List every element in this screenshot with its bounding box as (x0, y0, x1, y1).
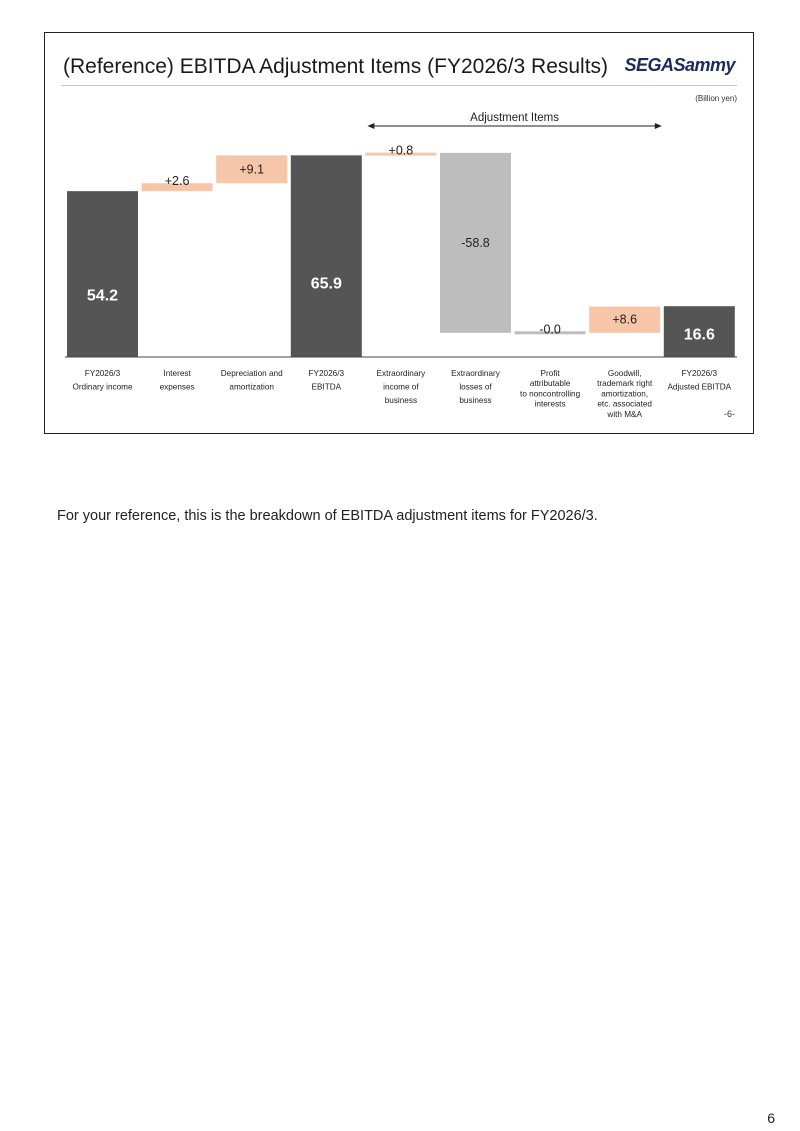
category-label-line: business (384, 396, 418, 405)
category-label-line: business (459, 396, 492, 405)
slide-title: (Reference) EBITDA Adjustment Items (FY2026/3 Results) (63, 55, 609, 78)
category-label-1 (160, 369, 195, 392)
category-label-line: Interest (163, 369, 191, 378)
category-label-line: Profit (540, 369, 560, 378)
category-label-line: FY2026/3 (84, 369, 121, 378)
page-number: 6 (767, 1110, 775, 1126)
category-label-0 (72, 369, 133, 392)
slide-frame (44, 32, 754, 434)
category-label-line: income of (383, 382, 419, 392)
category-label-line: Extraordinary (451, 369, 500, 378)
category-label-line: to noncontrolling (520, 389, 581, 399)
bar-0 (67, 191, 138, 357)
category-label-line: etc. associated (597, 399, 653, 409)
category-label-line: Adjusted EBITDA (667, 382, 732, 392)
category-label-line: amortization (229, 382, 275, 392)
category-label-line: Ordinary income (72, 382, 133, 392)
value-label-6: -0.0 (539, 322, 561, 337)
category-label-line: FY2026/3 (681, 369, 718, 378)
bar-3 (291, 155, 362, 357)
speaker-note-caption: For your reference, this is the breakdown of EBITDA adjustment items for FY2026/3. (57, 508, 598, 524)
bracket-label: Adjustment Items (470, 112, 560, 124)
value-label-2: +9.1 (239, 162, 265, 177)
waterfall-chart (45, 33, 755, 435)
category-label-4 (377, 369, 427, 405)
logo-text: SEGASammy (624, 55, 735, 75)
category-label-line: Goodwill, (607, 369, 642, 378)
bracket-arrow-right (655, 123, 662, 129)
category-label-6 (520, 369, 581, 409)
slide-number: -6- (724, 409, 735, 419)
category-label-8 (667, 369, 731, 392)
category-label-5 (451, 369, 501, 405)
category-label-line: Extraordinary (376, 369, 426, 378)
category-label-line: EBITDA (311, 382, 342, 392)
bracket-arrow-left (367, 123, 374, 129)
category-label-line: Depreciation and (220, 369, 283, 378)
category-label-line: amortization, (601, 389, 649, 399)
category-label-2 (221, 369, 283, 392)
value-label-4: +0.8 (388, 143, 414, 158)
category-label-line: losses of (459, 382, 492, 392)
value-label-1: +2.6 (164, 174, 190, 189)
value-label-7: +8.6 (612, 312, 638, 327)
category-label-line: expenses (159, 382, 195, 392)
category-label-7 (597, 369, 653, 419)
category-label-line: trademark right (597, 379, 653, 389)
category-label-line: with M&A (607, 409, 642, 419)
value-label-0: 54.2 (86, 287, 119, 305)
category-label-line: attributable (529, 379, 571, 389)
category-label-3 (309, 369, 345, 392)
value-label-3: 65.9 (310, 275, 342, 293)
value-label-5: -58.8 (461, 235, 490, 250)
category-label-line: interests (534, 399, 566, 409)
category-label-line: FY2026/3 (308, 369, 345, 378)
value-label-8: 16.6 (683, 326, 715, 344)
unit-label: (Billion yen) (695, 94, 737, 103)
